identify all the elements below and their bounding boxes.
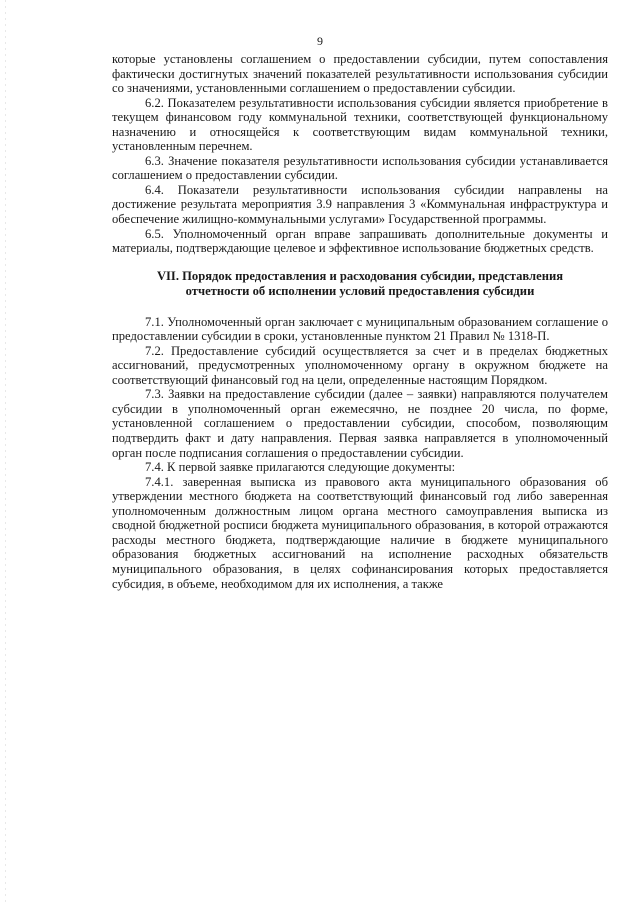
paragraph-continuation: которые установлены соглашением о предоставлении субсидии, путем сопоставления фактически достигнутых значений показателей результативности использования субсидии со значениями, установленными соглашением о предоставлении субсидии. — [112, 52, 608, 96]
document-body — [112, 52, 608, 591]
paragraph-7-2: 7.2. Предоставление субсидий осуществляется за счет и в пределах бюджетных ассигнований, предусмотренных уполномоченному органу в окружном бюджете на соответствующий финансовый год на цели, определенные настоящим Порядком. — [112, 343, 608, 387]
page-number: 9 — [317, 34, 323, 48]
paragraph-7-3: 7.3. Заявки на предоставление субсидии (далее – заявки) направляются получателем субсидии в уполномоченный орган ежемесячно, не позднее 20 числа, по форме, установленной соглашением о предоставлении субсидии, способом, позволяющим подтвердить факт и дату направления. Первая заявка направляется в уполномоченный орган после подписания соглашения о предоставлении субсидии. — [112, 387, 608, 460]
paragraph-6-5: 6.5. Уполномоченный орган вправе запрашивать дополнительные документы и материалы, подтверждающие целевое и эффективное использование бюджетных средств. — [112, 226, 608, 256]
paragraph-7-4: 7.4. К первой заявке прилагаются следующие документы: — [145, 460, 456, 475]
paragraph-7-4-1: 7.4.1. заверенная выписка из правового акта муниципального образования об утверждении местного бюджета на соответствующий финансовый год либо заверенная уполномоченным должностным лицом органа местного самоуправления выписка из сводной бюджетной росписи бюджета муниципального образования, в которой отражаются расходы местного бюджета, подтверждающие наличие в бюджете муниципального образования бюджетных ассигнований на исполнение расходных обязательств муниципального образования, в целях софинансирования которых предоставляется субсидия, в объеме, необходимом для их исполнения, а также — [112, 474, 608, 591]
scan-edge-mark — [5, 0, 6, 905]
paragraph-6-2: 6.2. Показателем результативности использования субсидии является приобретение в текущем финансовом году коммунальной техники, соответствующей функциональному назначению и относящейся к соответствующим видам коммунальной техники, установленным перечнем. — [112, 95, 608, 154]
section-heading-vii: VII. Порядок предоставления и расходования субсидии, представления отчетности об исполнении условий предоставления субсидии — [156, 268, 564, 298]
paragraph-7-1: 7.1. Уполномоченный орган заключает с муниципальным образованием соглашение о предоставлении субсидии в сроки, установленные пунктом 21 Правил № 1318-П. — [112, 314, 608, 344]
paragraph-6-3: 6.3. Значение показателя результативности использования субсидии устанавливается соглашением о предоставлении субсидии. — [112, 153, 608, 183]
paragraph-6-4: 6.4. Показатели результативности использования субсидии направлены на достижение результата мероприятия 3.9 направления 3 «Коммунальная инфраструктура и обеспечение жилищно-коммунальными услугами» Государственной программы. — [112, 182, 608, 227]
